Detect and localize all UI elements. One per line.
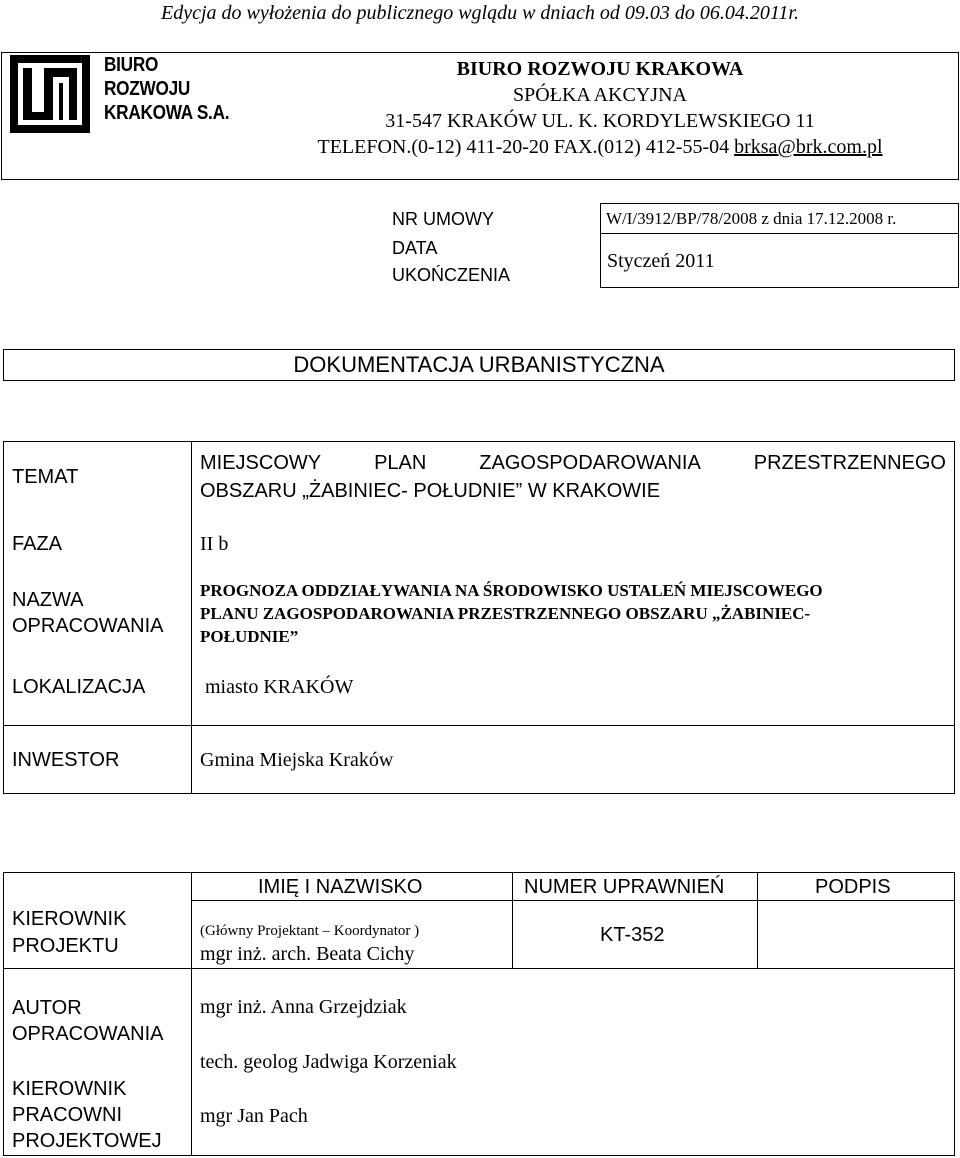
autor-label-1: AUTOR: [12, 997, 82, 1019]
completion-date-label-1: DATA: [392, 238, 438, 258]
completion-date-cell: [600, 233, 959, 288]
team-col-name: IMIĘ I NAZWISKO: [258, 876, 423, 898]
contract-number-label: NR UMOWY: [392, 209, 494, 229]
temat-value-line1: [200, 450, 946, 476]
team-table-header-divider: [191, 900, 955, 901]
company-type: SPÓŁKA AKCYJNA: [513, 84, 687, 106]
company-name: BIURO ROZWOJU KRAKOWA: [456, 58, 744, 80]
temat-word: MIEJSCOWY: [200, 452, 322, 474]
nazwa-label-1: NAZWA: [12, 589, 84, 611]
kierownik-name: mgr inż. arch. Beata Cichy: [200, 943, 415, 965]
team-col-divider-2: [757, 872, 758, 968]
faza-label: FAZA: [12, 533, 63, 555]
document-title-text: DOKUMENTACJA URBANISTYCZNA: [293, 352, 665, 377]
company-address: 31-547 KRAKÓW UL. K. KORDYLEWSKIEGO 11: [385, 110, 815, 132]
pracownia-name: mgr Jan Pach: [200, 1105, 308, 1127]
autor-label-2: OPRACOWANIA: [12, 1023, 164, 1045]
contract-number-cell: [600, 203, 959, 234]
temat-word: ZAGOSPODAROWANIA: [479, 452, 701, 474]
logo-line: BIURO: [104, 54, 159, 76]
team-col-number: NUMER UPRAWNIEŃ: [524, 876, 725, 898]
temat-value-line2: OBSZARU „ŻABINIEC- POŁUDNIE” W KRAKOWIE: [200, 480, 661, 502]
company-phone-fax: TELEFON.(0-12) 411-20-20 FAX.(012) 412-55-04: [317, 136, 730, 158]
team-table-divider-left: [191, 872, 192, 1156]
inwestor-value: Gmina Miejska Kraków: [200, 749, 394, 771]
temat-word: PRZESTRZENNEGO: [753, 452, 946, 474]
document-title: [3, 349, 955, 381]
faza-value: II b: [200, 533, 229, 555]
nazwa-value-line1: PROGNOZA ODDZIAŁYWANIA NA ŚRODOWISKO USTALEŃ MIEJSCOWEGO: [200, 581, 823, 600]
autor-name-1: mgr inż. Anna Grzejdziak: [200, 996, 407, 1018]
temat-label: TEMAT: [12, 466, 79, 488]
pracownia-label-2: PRACOWNI: [12, 1104, 122, 1126]
logo-wordmark: [104, 53, 229, 125]
kierownik-role: (Główny Projektant – Koordynator ): [200, 923, 420, 939]
lokalizacja-label: LOKALIZACJA: [12, 676, 146, 698]
nazwa-value-line3: POŁUDNIE”: [200, 627, 299, 646]
nazwa-label-2: OPRACOWANIA: [12, 615, 164, 637]
contract-number-value: W/I/3912/BP/78/2008 z dnia 17.12.2008 r.: [606, 209, 897, 228]
info-table-divider: [191, 441, 192, 794]
company-contact: [240, 134, 960, 160]
inwestor-label: INWESTOR: [12, 749, 120, 771]
kierownik-number: KT-352: [600, 924, 665, 946]
kierownik-label-2: PROJEKTU: [12, 935, 119, 957]
kierownik-label-1: KIEROWNIK: [12, 908, 127, 930]
company-logo: [10, 55, 90, 133]
info-row-divider: [3, 725, 955, 726]
team-col-sign: PODPIS: [815, 876, 891, 898]
autor-name-2: tech. geolog Jadwiga Korzeniak: [200, 1051, 457, 1073]
team-row-divider: [3, 968, 955, 969]
lokalizacja-value: miasto KRAKÓW: [205, 676, 354, 698]
team-table: [3, 872, 955, 1156]
logo-line: KRAKOWA S.A.: [104, 102, 230, 124]
nazwa-value-line2: PLANU ZAGOSPODAROWANIA PRZESTRZENNEGO OBSZARU „ŻABINIEC-: [200, 604, 811, 623]
completion-date-label-2: UKOŃCZENIA: [392, 265, 511, 285]
pracownia-label-3: PROJEKTOWEJ: [12, 1130, 162, 1152]
completion-date-value: Styczeń 2011: [607, 250, 715, 272]
company-email[interactable]: brksa@brk.com.pl: [734, 136, 883, 158]
exhibition-note: Edycja do wyłożenia do publicznego wglądu w dniach od 09.03 do 06.04.2011r.: [161, 2, 799, 24]
team-col-divider-1: [512, 872, 513, 968]
company-details: [240, 56, 960, 160]
logo-line: ROZWOJU: [104, 78, 191, 100]
temat-word: PLAN: [374, 452, 427, 474]
pracownia-label-1: KIEROWNIK: [12, 1078, 127, 1100]
